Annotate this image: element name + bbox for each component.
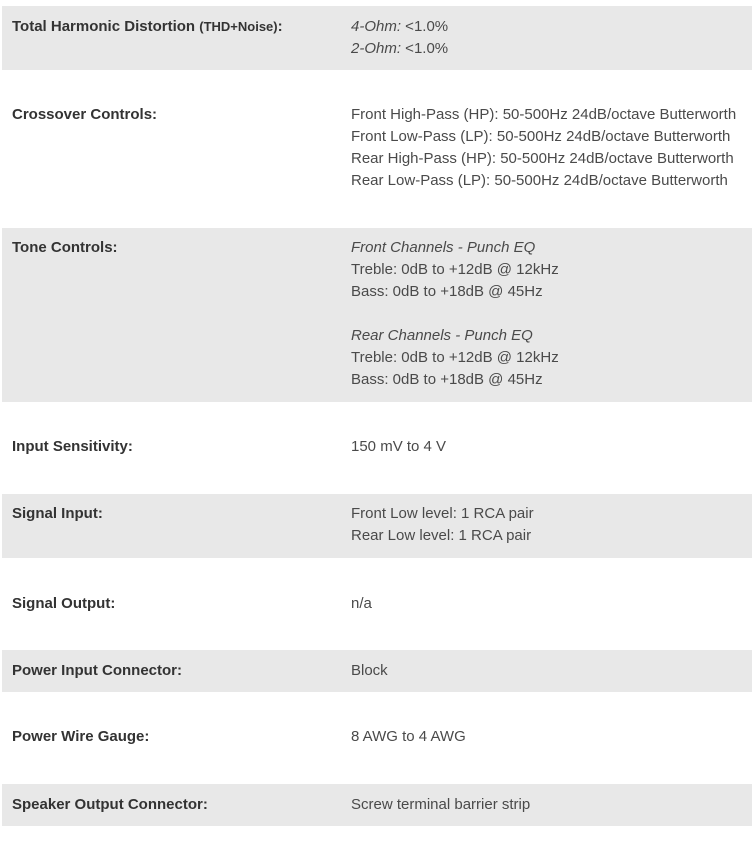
spec-value-line: Rear Low-Pass (LP): 50-500Hz 24dB/octave Butterworth xyxy=(351,172,728,189)
spec-value-speaker-output-connector: Screw terminal barrier strip xyxy=(351,796,531,813)
spec-row-thd xyxy=(2,6,752,70)
spec-row-speaker-output-connector xyxy=(2,784,752,826)
spec-value-line: Front High-Pass (HP): 50-500Hz 24dB/octave Butterworth xyxy=(351,106,737,123)
spec-label-speaker-output-connector: Speaker Output Connector: xyxy=(12,796,208,813)
spec-label-thd: Total Harmonic Distortion (THD+Noise): xyxy=(12,18,283,35)
spec-row-power-wire-gauge xyxy=(2,692,752,784)
spec-value-line: Bass: 0dB to +18dB @ 45Hz xyxy=(351,371,543,388)
spec-label-power-wire-gauge: Power Wire Gauge: xyxy=(12,728,150,745)
spec-label-crossover: Crossover Controls: xyxy=(12,106,158,123)
spec-value-line: Rear Low level: 1 RCA pair xyxy=(351,527,532,544)
spec-row-signal-input xyxy=(2,494,752,558)
spec-value-input-sensitivity: 150 mV to 4 V xyxy=(351,438,447,455)
spec-label-signal-output: Signal Output: xyxy=(12,595,116,612)
spec-value-power-input-connector: Block xyxy=(351,662,388,679)
spec-label-tone: Tone Controls: xyxy=(12,239,118,256)
spec-row-crossover xyxy=(2,70,752,228)
spec-row-signal-output xyxy=(2,558,752,650)
spec-value-line: Front Low-Pass (LP): 50-500Hz 24dB/octave Butterworth xyxy=(351,128,731,145)
spec-value-thd xyxy=(351,16,448,60)
spec-value-line: Front Low level: 1 RCA pair xyxy=(351,505,534,522)
spec-label-signal-input: Signal Input: xyxy=(12,505,103,522)
spec-value-signal-output: n/a xyxy=(351,595,372,612)
spec-row-input-sensitivity xyxy=(2,402,752,494)
spec-value-crossover xyxy=(351,104,736,192)
spec-value-line: 4-Ohm: <1.0% xyxy=(351,18,449,35)
spec-value-line: Rear High-Pass (HP): 50-500Hz 24dB/octave Butterworth xyxy=(351,150,734,167)
spec-subheading-rear: Rear Channels - Punch EQ xyxy=(351,327,533,344)
spec-label-power-input-connector: Power Input Connector: xyxy=(12,662,182,679)
spec-label-thd-note: (THD+Noise) xyxy=(199,19,278,34)
spec-value-tone xyxy=(351,237,559,391)
spec-label-input-sensitivity: Input Sensitivity: xyxy=(12,438,133,455)
spec-subheading-front: Front Channels - Punch EQ xyxy=(351,239,536,256)
spec-value-power-wire-gauge: 8 AWG to 4 AWG xyxy=(351,728,466,745)
spec-value-line: Treble: 0dB to +12dB @ 12kHz xyxy=(351,261,559,278)
spec-value-line: Bass: 0dB to +18dB @ 45Hz xyxy=(351,283,543,300)
spec-row-power-input-connector xyxy=(2,650,752,692)
spec-row-tone xyxy=(2,228,752,402)
spec-value-line: 2-Ohm: <1.0% xyxy=(351,40,449,57)
spec-value-signal-input xyxy=(351,503,534,547)
spec-value-line: Treble: 0dB to +12dB @ 12kHz xyxy=(351,349,559,366)
